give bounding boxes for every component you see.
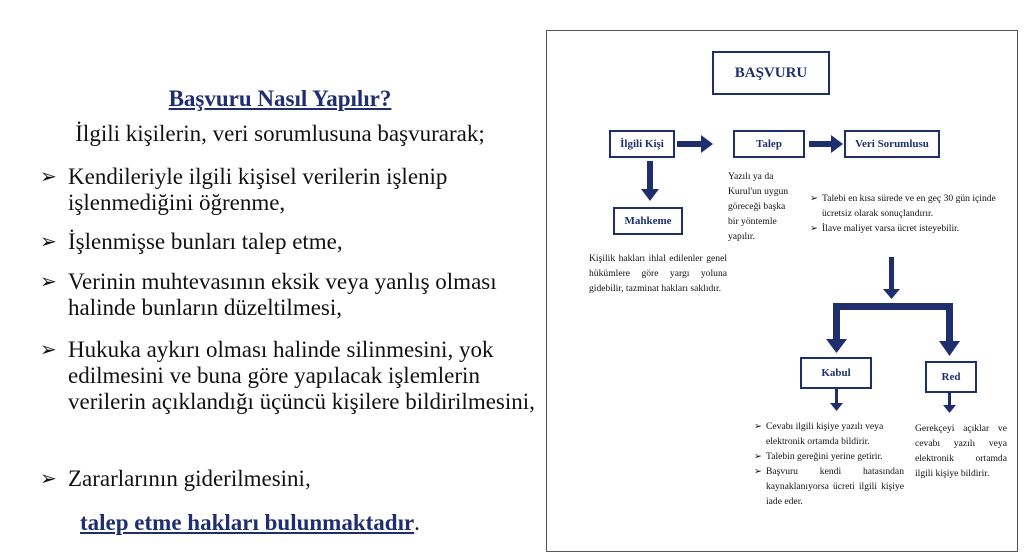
- arrow-shaft: [835, 389, 838, 403]
- list-item-text: Hukuka aykırı olması halinde silinmesini, yok edilmesini ve buna göre yapılacak işlemlerin verilerin açıklandığı üçüncü kişilere bildirilmesini,: [68, 337, 535, 414]
- talep-note: Yazılı ya da Kurul'un uygun göreceği başka bir yöntemle yapılır.: [728, 171, 789, 242]
- note-text: İlave maliyet varsa ücret isteyebilir.: [822, 223, 960, 234]
- mahkeme-note: Kişilik hakları ihlal edilenler genel hükümlere göre yargı yoluna gidebilir, tazminat hakları saklıdır.: [589, 253, 727, 294]
- arrow-bullet-icon: ➢: [754, 451, 763, 462]
- red-note: Gerekçeyi açıklar ve cevabı yazılı veya elektronik ortamda ilgili kişiye bildirir.: [915, 423, 1007, 479]
- arrow-shaft: [948, 393, 951, 405]
- closing-text: [80, 510, 560, 536]
- arrow-shaft: [889, 257, 894, 289]
- arrow-shaft: [677, 141, 701, 147]
- list-item: [754, 464, 904, 509]
- intro-text: İlgili kişilerin, veri sorumlusuna başvurarak;: [75, 121, 485, 146]
- arrow-head-right: [701, 135, 713, 153]
- closing-underlined: talep etme hakları bulunmaktadır: [80, 510, 415, 535]
- arrow-head-down: [943, 405, 956, 413]
- box-mahkeme: Mahkeme: [613, 207, 683, 235]
- note-text: Talebin gereğini yerine getirir.: [766, 451, 883, 462]
- veri-sorumlusu-notes: [810, 191, 1010, 236]
- arrow-bullet-icon: ➢: [40, 339, 57, 361]
- arrow-head-down: [830, 403, 843, 411]
- arrow-shaft: [647, 161, 653, 189]
- box-talep: Talep: [733, 130, 805, 158]
- note-text: Talebi en kısa sürede ve en geç 30 gün içinde ücretsiz olarak sonuçlandırır.: [822, 193, 996, 219]
- box-kabul: Kabul: [800, 357, 872, 389]
- note-text: Başvuru kendi hatasından kaynaklanıyorsa ücreti ilgili kişiye iade eder.: [766, 466, 904, 507]
- arrow-bullet-icon: ➢: [40, 166, 57, 188]
- list-item: [754, 449, 904, 464]
- box-ilgili-kisi: İlgili Kişi: [609, 130, 675, 158]
- list-item-text: İşlenmişse bunları talep etme,: [68, 229, 343, 254]
- arrow-bullet-icon: ➢: [810, 223, 819, 234]
- arrow-head-right: [831, 135, 843, 153]
- box-veri-sorumlusu: Veri Sorumlusu: [844, 130, 940, 158]
- page-title: Başvuru Nasıl Yapılır?: [168, 86, 392, 111]
- arrow-shaft: [809, 141, 831, 147]
- list-item: [810, 221, 1010, 236]
- arrow-bullet-icon: ➢: [40, 271, 57, 293]
- branch-right: [946, 303, 953, 341]
- arrow-bullet-icon: ➢: [754, 466, 763, 477]
- flow-diagram: [546, 30, 1018, 552]
- list-item-text: Verinin muhtevasının eksik veya yanlış olması halinde bunların düzeltilmesi,: [68, 269, 497, 320]
- box-basvuru: BAŞVURU: [712, 51, 830, 95]
- box-red: Red: [925, 361, 977, 393]
- arrow-head-down: [826, 339, 847, 353]
- kabul-notes: [754, 419, 904, 509]
- arrow-head-down: [939, 341, 960, 356]
- closing-period: .: [414, 510, 420, 535]
- list-item: [754, 419, 904, 449]
- arrow-bullet-icon: ➢: [810, 193, 819, 204]
- arrow-bullet-icon: ➢: [40, 231, 57, 253]
- arrow-head-down: [641, 189, 659, 201]
- branch-bar: [833, 303, 953, 310]
- arrow-bullet-icon: ➢: [40, 468, 57, 490]
- note-text: Cevabı ilgili kişiye yazılı veya elektronik ortamda bildirir.: [766, 421, 884, 447]
- arrow-bullet-icon: ➢: [754, 421, 763, 432]
- list-item: [810, 191, 1010, 221]
- branch-left: [833, 303, 840, 339]
- arrow-head-down: [883, 289, 900, 299]
- list-item-text: Kendileriyle ilgili kişisel verilerin işlenip işlenmediğini öğrenme,: [68, 164, 448, 215]
- list-item-text: Zararlarının giderilmesini,: [68, 466, 311, 491]
